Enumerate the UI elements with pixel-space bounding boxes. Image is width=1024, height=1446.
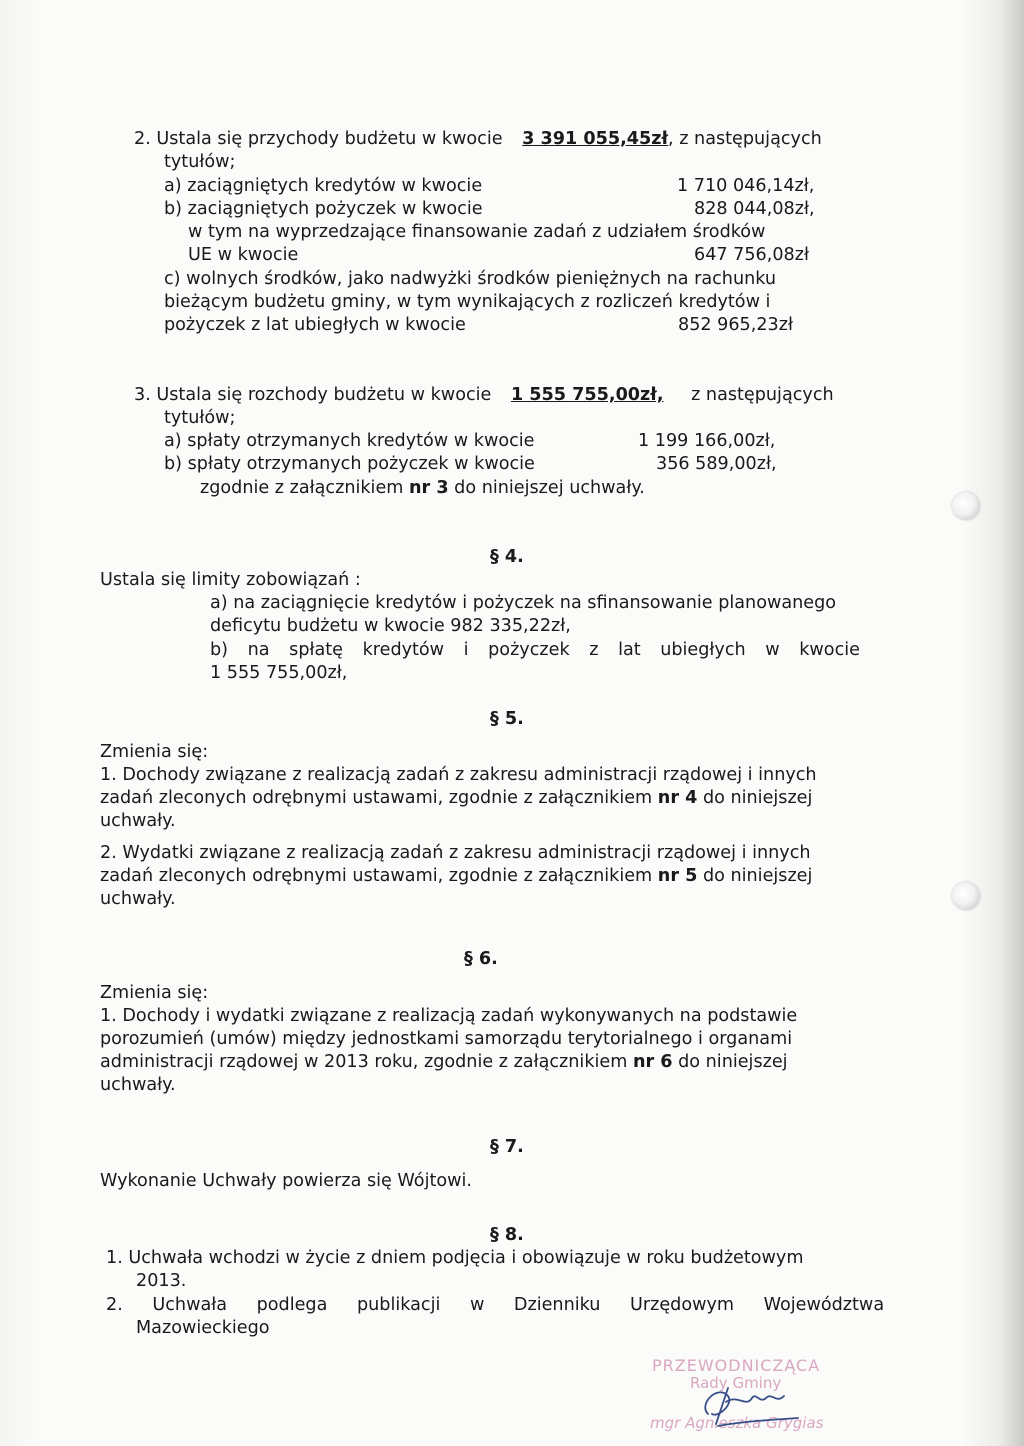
s5-heading: § 5. — [490, 709, 524, 729]
stamp-title: PRZEWODNICZĄCA — [652, 1356, 821, 1375]
stamp-council: Rady Gminy — [690, 1374, 782, 1392]
p2-c-line1: c) wolnych środków, jako nadwyżki środków pieniężnych na rachunku — [164, 269, 777, 289]
s5-item2-line1: 2. Wydatki związane z realizacją zadań z zakresu administracji rządowej i innych — [100, 843, 811, 863]
p2-b-sub2-amount: 647 756,08zł — [694, 245, 809, 265]
p3-a-label: a) spłaty otrzymanych kredytów w kwocie — [164, 431, 535, 451]
punch-hole-top — [952, 492, 980, 520]
p3-note — [200, 477, 645, 499]
p3-note-end: do niniejszej uchwały. — [454, 478, 645, 498]
s4-b-line1: b) na spłatę kredytów i pożyczek z lat ubiegłych w kwocie — [210, 640, 860, 660]
p2-b-amount: 828 044,08zł, — [694, 199, 815, 219]
p3-a-amount: 1 199 166,00zł, — [638, 431, 776, 451]
s5-item2-line2 — [100, 865, 812, 887]
s7-text: Wykonanie Uchwały powierza się Wójtowi. — [100, 1171, 472, 1191]
p3-line1-text: 3. Ustala się rozchody budżetu w kwocie — [134, 385, 492, 405]
p2-c-line2: bieżącym budżetu gminy, w tym wynikających z rozliczeń kredytów i — [164, 292, 771, 312]
s5-intro: Zmienia się: — [100, 742, 209, 762]
page-edge-shadow — [998, 0, 1024, 1446]
p2-a-label: a) zaciągniętych kredytów w kwocie — [164, 176, 483, 196]
s6-line4: uchwały. — [100, 1075, 176, 1095]
p2-a-amount: 1 710 046,14zł, — [677, 176, 815, 196]
p3-note-nr: nr 3 — [409, 478, 449, 498]
s4-a-line1: a) na zaciągnięcie kredytów i pożyczek na sfinansowanie planowanego — [210, 593, 837, 613]
s5-item1-line2-start: zadań zleconych odrębnymi ustawami, zgodnie z załącznikiem — [100, 788, 653, 808]
s4-a-line2: deficytu budżetu w kwocie 982 335,22zł, — [210, 616, 571, 636]
stamp-name: mgr Agnieszka Grygias — [650, 1414, 824, 1432]
p3-note-start: zgodnie z załącznikiem — [200, 478, 404, 498]
p2-c-amount: 852 965,23zł — [678, 315, 793, 335]
p3-line1 — [134, 384, 834, 406]
p2-c-line3-label: pożyczek z lat ubiegłych w kwocie — [164, 315, 466, 335]
p2-total-amount: 3 391 055,45zł — [522, 129, 669, 149]
s6-line3-start: administracji rządowej w 2013 roku, zgodnie z załącznikiem — [100, 1052, 628, 1072]
s8-item2-line2: Mazowieckiego — [136, 1318, 270, 1338]
s5-item1-nr: nr 4 — [657, 788, 698, 808]
p3-b-label: b) spłaty otrzymanych pożyczek w kwocie — [164, 454, 535, 474]
s7-heading: § 7. — [490, 1137, 524, 1157]
p2-line1-end: , z następujących — [668, 129, 822, 149]
p2-b-sub1: w tym na wyprzedzające finansowanie zadań z udziałem środków — [188, 222, 766, 242]
s4-intro: Ustala się limity zobowiązań : — [100, 570, 361, 590]
p2-b-sub2-label: UE w kwocie — [188, 245, 299, 265]
s6-line3-end: do niniejszej — [678, 1052, 788, 1072]
s5-item2-line2-start: zadań zleconych odrębnymi ustawami, zgodnie z załącznikiem — [100, 866, 653, 886]
s8-item1-line2: 2013. — [136, 1271, 187, 1291]
s8-item1-line1: 1. Uchwała wchodzi w życie z dniem podjęcia i obowiązuje w roku budżetowym — [106, 1248, 804, 1268]
p2-line2: tytułów; — [164, 152, 236, 172]
s5-item1-line2-end: do niniejszej — [702, 788, 813, 808]
s6-line3 — [100, 1051, 788, 1073]
s4-b-line2: 1 555 755,00zł, — [210, 663, 348, 683]
s6-line3-nr: nr 6 — [632, 1052, 673, 1072]
p3-line1-end: z następujących — [691, 385, 834, 405]
p2-b-label: b) zaciągniętych pożyczek w kwocie — [164, 199, 483, 219]
p3-line2: tytułów; — [164, 408, 236, 428]
s8-item2-line1: 2. Uchwała podlega publikacji w Dzienniku Urzędowym Województwa — [106, 1295, 885, 1315]
s6-heading: § 6. — [464, 949, 498, 969]
handwritten-signature — [668, 1374, 828, 1444]
s5-item1-line3: uchwały. — [100, 811, 176, 831]
s5-item1-line2 — [100, 787, 812, 809]
s6-line2: porozumień (umów) między jednostkami samorządu terytorialnego i organami — [100, 1029, 793, 1049]
s6-line1: 1. Dochody i wydatki związane z realizacją zadań wykonywanych na podstawie — [100, 1006, 798, 1026]
s6-intro: Zmienia się: — [100, 983, 209, 1003]
punch-hole-bottom — [952, 882, 980, 910]
s8-heading: § 8. — [490, 1225, 524, 1245]
p2-line1-text: 2. Ustala się przychody budżetu w kwocie — [134, 129, 503, 149]
s4-heading: § 4. — [490, 547, 524, 567]
s5-item2-line2-end: do niniejszej — [702, 866, 813, 886]
s5-item1-line1: 1. Dochody związane z realizacją zadań z zakresu administracji rządowej i innych — [100, 765, 817, 785]
chairwoman-stamp — [648, 1352, 848, 1444]
p2-line1 — [134, 128, 822, 150]
s5-item2-line3: uchwały. — [100, 889, 176, 909]
s5-item2-nr: nr 5 — [657, 866, 698, 886]
p3-total-amount: 1 555 755,00zł, — [510, 385, 664, 405]
p3-b-amount: 356 589,00zł, — [656, 454, 777, 474]
